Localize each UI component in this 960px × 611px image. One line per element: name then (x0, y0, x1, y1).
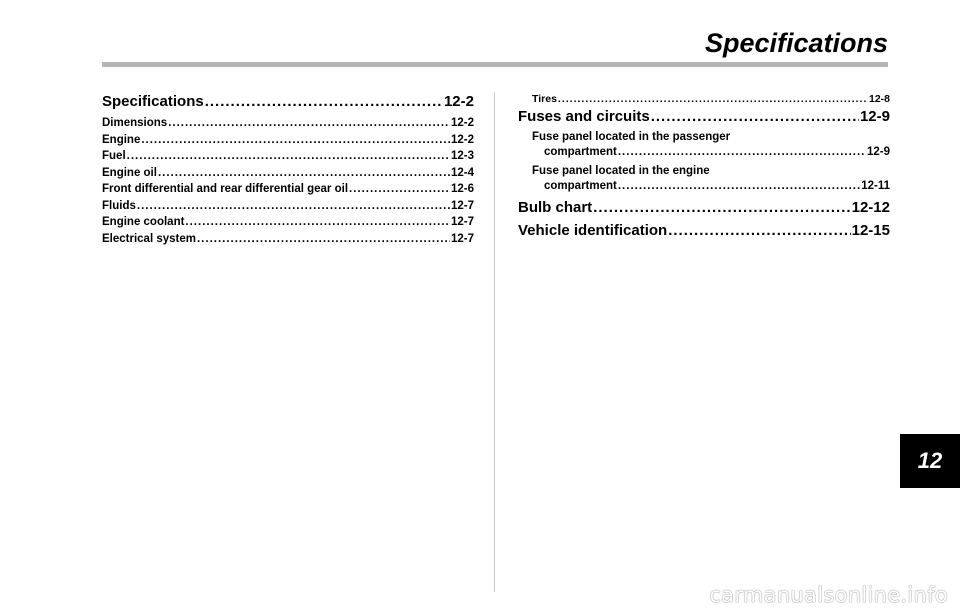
toc-right-column (518, 92, 890, 244)
toc-entry-fluids[interactable] (102, 198, 474, 215)
toc-page: 12-8 (868, 93, 890, 105)
toc-page: 12-7 (450, 216, 474, 228)
header-rule (102, 62, 888, 67)
toc-leader-dots (137, 198, 450, 215)
toc-label: Engine oil (102, 166, 157, 179)
toc-label: Fuses and circuits (518, 108, 650, 125)
toc-page: 12-2 (450, 133, 474, 146)
toc-leader-dots (558, 92, 868, 107)
toc-entry-vehicle-identification[interactable] (518, 221, 890, 241)
toc-label: Engine (102, 133, 141, 146)
toc-label: Front differential and rear differential gear oil (102, 183, 349, 195)
page-title: Specifications (704, 28, 888, 58)
toc-left-column (102, 92, 474, 247)
toc-entry-electrical-system[interactable] (102, 231, 474, 248)
toc-page: 12-9 (859, 108, 890, 125)
toc-page: 12-9 (866, 146, 890, 158)
toc-page: 12-15 (851, 222, 890, 239)
chapter-number: 12 (917, 448, 943, 473)
toc-leader-dots (593, 198, 850, 218)
toc-leader-dots (168, 115, 450, 132)
chapter-tab[interactable] (900, 434, 960, 488)
toc-label: Engine coolant (102, 216, 185, 228)
toc-entry-bulb-chart[interactable] (518, 198, 890, 218)
toc-page: 12-11 (861, 180, 890, 192)
toc-leader-dots (618, 179, 860, 194)
toc-label: Fluids (102, 199, 136, 212)
toc-leader-dots (668, 221, 850, 241)
toc-label: Vehicle identification (518, 222, 668, 239)
toc-page: 12-3 (450, 150, 474, 162)
watermark: carmanualsonline.info (709, 583, 948, 607)
toc-entry-engine[interactable] (102, 132, 474, 149)
toc-page: 12-7 (450, 232, 474, 245)
toc-page: 12-4 (450, 166, 474, 179)
toc-entry-fuses-and-circuits[interactable] (518, 107, 890, 127)
toc-leader-dots (127, 148, 450, 165)
toc-leader-dots (141, 132, 450, 149)
toc-page: 12-12 (851, 199, 890, 216)
toc-label: Electrical system (102, 232, 196, 245)
toc-label: Fuel (102, 150, 126, 162)
toc-label: Specifications (102, 93, 204, 110)
toc-entry-engine-coolant[interactable] (102, 214, 474, 231)
toc-label: Fuse panel located in the engine (532, 165, 710, 177)
toc-entry-specifications[interactable] (102, 92, 474, 112)
column-divider (494, 92, 495, 592)
toc-leader-dots (651, 107, 859, 127)
toc-entry-fuse-panel-passenger[interactable] (518, 130, 890, 160)
toc-leader-dots (185, 214, 450, 231)
toc-page: 12-7 (450, 199, 474, 212)
toc-leader-dots (205, 92, 443, 112)
toc-label: Bulb chart (518, 199, 593, 216)
toc-entry-dimensions[interactable] (102, 115, 474, 132)
toc-page: 12-6 (450, 183, 474, 195)
toc-label: Fuse panel located in the passenger (532, 131, 731, 143)
toc-label: Dimensions (102, 117, 168, 129)
toc-entry-fuel[interactable] (102, 148, 474, 165)
toc-page: 12-2 (443, 93, 474, 110)
toc-leader-dots (349, 181, 450, 198)
toc-entry-differential-gear-oil[interactable] (102, 181, 474, 198)
toc-label-continued: compartment (544, 180, 617, 192)
toc-entry-tires[interactable] (518, 92, 890, 107)
toc-leader-dots (197, 231, 450, 248)
toc-label: Tires (532, 93, 557, 105)
toc-entry-fuse-panel-engine[interactable] (518, 164, 890, 194)
toc-leader-dots (618, 145, 866, 160)
toc-entry-engine-oil[interactable] (102, 165, 474, 182)
toc-label-continued: compartment (544, 146, 617, 158)
toc-page: 12-2 (450, 117, 474, 129)
toc-leader-dots (158, 165, 450, 182)
